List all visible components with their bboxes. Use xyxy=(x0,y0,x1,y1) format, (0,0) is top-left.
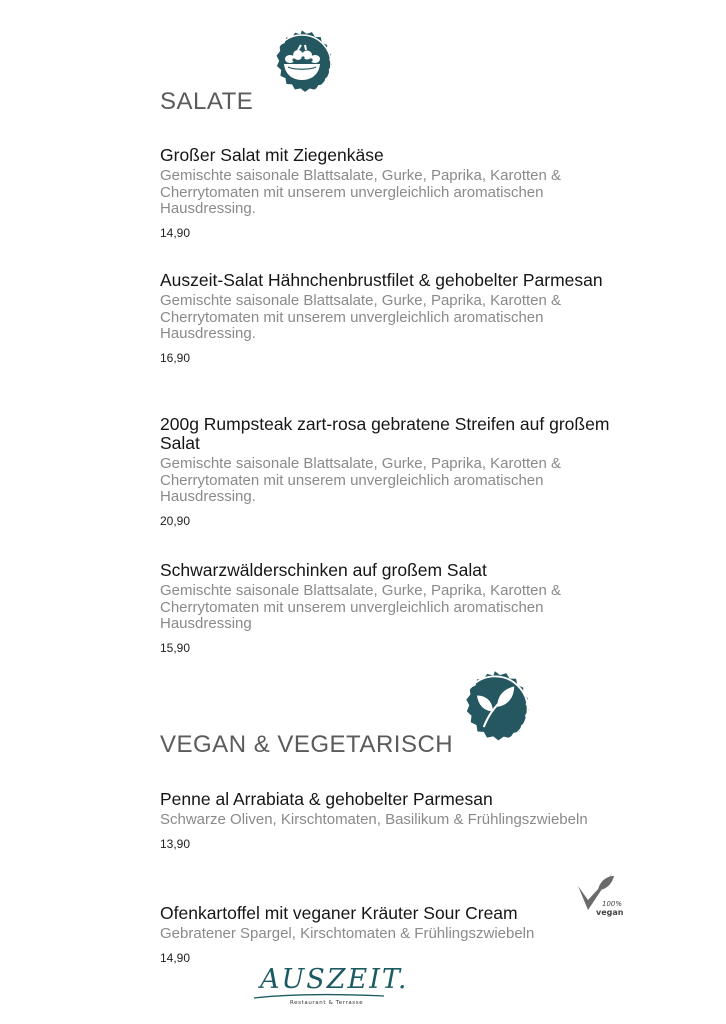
item-price: 16,90 xyxy=(160,350,191,365)
logo-tagline: Restaurant & Terrasse xyxy=(290,1000,364,1006)
menu-item xyxy=(160,415,630,528)
item-name: Schwarzwälderschinken auf großem Salat xyxy=(160,560,487,580)
section-title-salate: SALATE xyxy=(160,88,254,115)
logo-swash-icon xyxy=(250,992,390,1000)
item-description: Gemischte saisonale Blattsalate, Gurke, Paprika, Karotten & Cherrytomaten mit unserem unvergleichlich aromatischen Hausdressing. xyxy=(160,292,562,342)
menu-item xyxy=(160,271,630,365)
vegan-word: vegan xyxy=(596,908,624,917)
item-description: Gemischte saisonale Blattsalate, Gurke, Paprika, Karotten & Cherrytomaten mit unserem unvergleichlich aromatischen Hausdressing xyxy=(160,582,562,632)
item-price: 20,90 xyxy=(160,513,191,528)
item-description: Gemischte saisonale Blattsalate, Gurke, Paprika, Karotten & Cherrytomaten mit unserem unvergleichlich aromatischen Hausdressing. xyxy=(160,455,562,505)
vegan-certified-icon xyxy=(572,870,624,918)
item-name: Penne al Arrabiata & gehobelter Parmesan xyxy=(160,789,493,809)
item-description: Schwarze Oliven, Kirschtomaten, Basilikum & Frühlingszwiebeln xyxy=(160,811,588,828)
section-title-vegan: VEGAN & VEGETARISCH xyxy=(160,731,454,758)
salad-bowl-icon xyxy=(262,24,342,104)
item-description: Gemischte saisonale Blattsalate, Gurke, Paprika, Karotten & Cherrytomaten mit unserem unvergleichlich aromatischen Hausdressing. xyxy=(160,167,562,217)
item-price: 13,90 xyxy=(160,836,191,851)
item-price: 15,90 xyxy=(160,640,191,655)
menu-item xyxy=(160,561,630,655)
menu-item xyxy=(160,146,630,240)
item-name: Ofenkartoffel mit veganer Kräuter Sour Cream xyxy=(160,903,518,923)
menu-item xyxy=(160,790,630,851)
menu-item xyxy=(160,904,630,965)
restaurant-logo xyxy=(250,962,409,1012)
item-name: 200g Rumpsteak zart-rosa gebratene Streifen auf großem Salat xyxy=(160,414,610,453)
vegan-percent: 100% xyxy=(602,900,623,908)
leaf-icon xyxy=(450,664,540,754)
item-name: Großer Salat mit Ziegenkäse xyxy=(160,145,384,165)
item-description: Gebratener Spargel, Kirschtomaten & Frühlingszwiebeln xyxy=(160,925,535,942)
logo-name: AUSZEIT. xyxy=(260,964,409,995)
item-price: 14,90 xyxy=(160,225,191,240)
item-price: 14,90 xyxy=(160,950,191,965)
item-name: Auszeit-Salat Hähnchenbrustfilet & gehobelter Parmesan xyxy=(160,270,603,290)
